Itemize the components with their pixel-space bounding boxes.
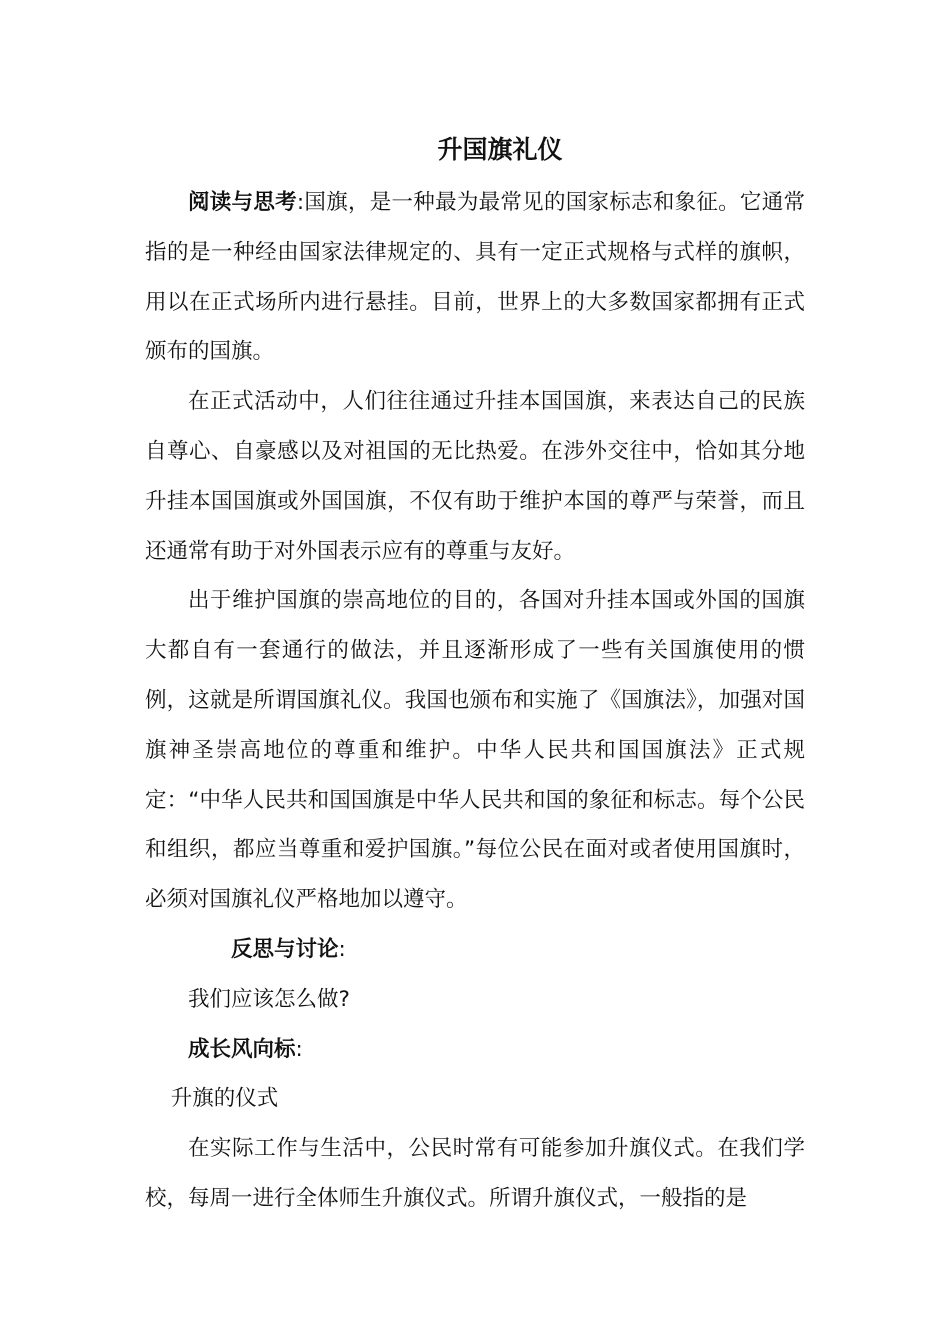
growth-heading (145, 1025, 805, 1075)
growth-colon: : (295, 1036, 303, 1062)
question-line: 我们应该怎么做? (188, 986, 350, 1012)
reading-colon: : (296, 190, 305, 215)
document-body (145, 178, 805, 1224)
paragraph-3: 出于维护国旗的崇高地位的目的，各国对升挂本国或外国的国旗大都自有一套通行的做法，并且逐渐形成了一些有关国旗使用的惯例，这就是所谓国旗礼仪。我国也颁布和实施了《国旗法》，加强对国旗神圣崇高地位的尊重和维护。中华人民共和国国旗法》正式规定：“中华人民共和国国旗是中华人民共和国的象征和标志。每个公民和组织，都应当尊重和爱护国旗。”每位公民在面对或者使用国旗时，必须对国旗礼仪严格地加以遵守。 (145, 588, 805, 913)
reflect-label: 反思与讨论 (231, 936, 339, 962)
paragraph-1-text: 国旗，是一种最为最常见的国家标志和象征。它通常指的是一种经由国家法律规定的、具有一定正式规格与式样的旗帜，用以在正式场所内进行悬挂。目前，世界上的大多数国家都拥有正式颁布的国旗。 (145, 190, 805, 365)
reflect-colon: : (338, 936, 346, 962)
reading-label: 阅读与思考 (188, 190, 297, 215)
paragraph-4: 在实际工作与生活中，公民时常有可能参加升旗仪式。在我们学校，每周一进行全体师生升旗仪式。所谓升旗仪式，一般指的是 (145, 1136, 805, 1211)
paragraph-2: 在正式活动中，人们往往通过升挂本国国旗，来表达自己的民族自尊心、自豪感以及对祖国的无比热爱。在涉外交往中，恰如其分地升挂本国国旗或外国国旗，不仅有助于维护本国的尊严与荣誉，而且还通常有助于对外国表示应有的尊重与友好。 (145, 389, 805, 564)
reflect-heading (145, 925, 805, 975)
growth-label: 成长风向标 (188, 1036, 296, 1062)
paragraph-reading (145, 178, 805, 377)
subheading: 升旗的仪式 (170, 1086, 279, 1112)
document-title: 升国旗礼仪 (437, 135, 563, 164)
